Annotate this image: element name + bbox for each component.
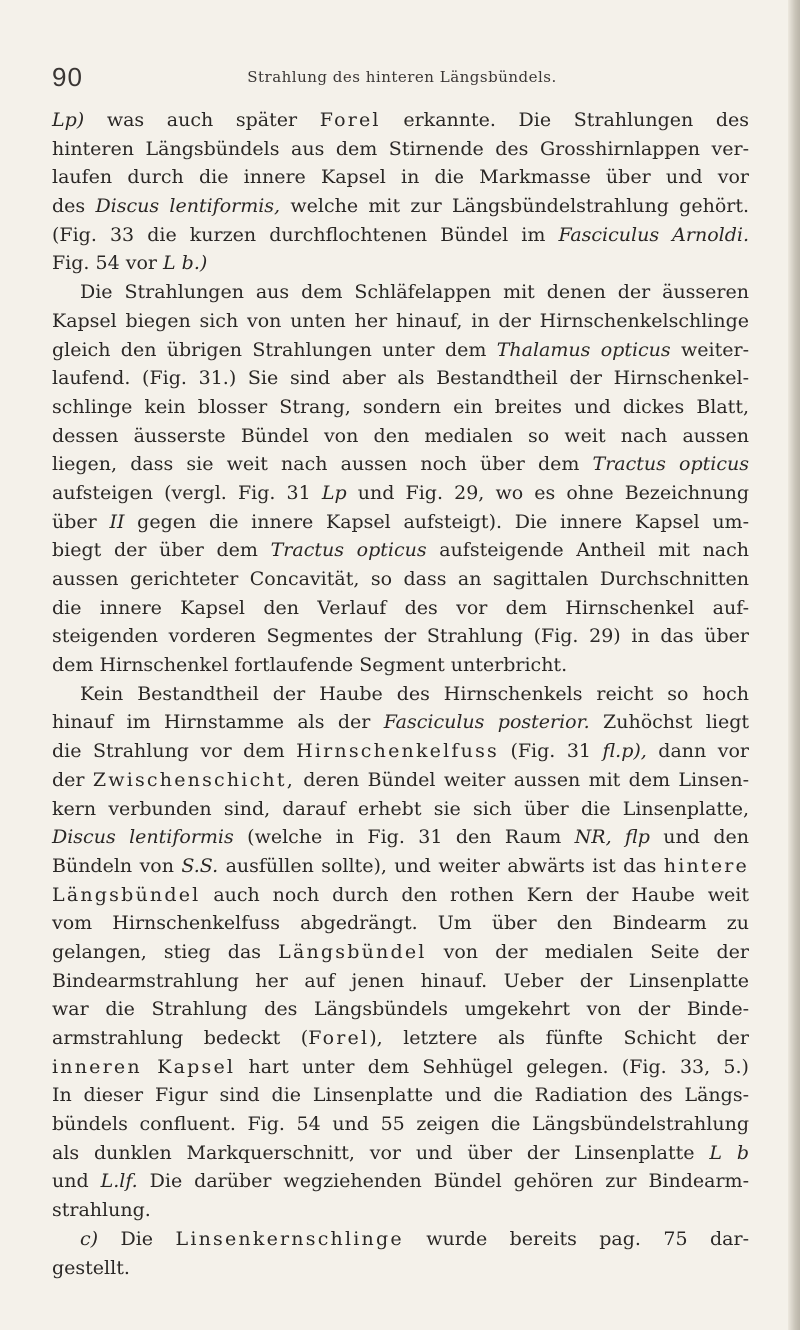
text-run: laufend. (Fig. 31.) Sie sind aber als Bestandtheil der Hirnschenkel- xyxy=(52,367,749,390)
text-run: armstrahlung bedeckt ( xyxy=(52,1027,309,1049)
text-run: steigenden vorderen Segmentes der Strahlung (Fig. 29) in das über xyxy=(52,625,749,648)
italic-text: NR, flp xyxy=(574,826,650,849)
text-line xyxy=(52,221,749,250)
text-line xyxy=(52,393,749,422)
text-run: hinauf im Hirnstamme als der xyxy=(52,711,384,734)
text-line xyxy=(52,1024,749,1053)
text-line xyxy=(52,508,749,537)
text-line xyxy=(52,881,749,910)
italic-text: L b xyxy=(709,1141,749,1164)
text-line xyxy=(52,766,749,795)
italic-text: Lp xyxy=(321,481,347,504)
spaced-text: inneren Kapsel xyxy=(52,1055,236,1078)
text-line xyxy=(52,1196,749,1225)
text-run: von der medialen Seite der xyxy=(426,940,749,963)
text-run: was auch später xyxy=(84,109,320,131)
text-run: deren Bündel weiter aussen mit dem Linsen- xyxy=(294,768,749,791)
text-run: die innere Kapsel den Verlauf des vor dem Hirnschenkel auf- xyxy=(52,596,749,619)
text-line xyxy=(52,967,749,996)
text-line xyxy=(52,450,749,479)
text-line xyxy=(52,651,749,680)
italic-text: c) xyxy=(80,1227,99,1250)
italic-text: L b.) xyxy=(163,252,208,275)
text-run: laufen durch die innere Kapsel in die Markmasse über und vor xyxy=(52,166,749,189)
text-line xyxy=(52,422,749,451)
text-run: gestellt. xyxy=(52,1256,130,1279)
text-run: kern verbunden sind, darauf erhebt sie sich über die Linsenplatte, xyxy=(52,797,749,820)
text-line xyxy=(52,708,749,737)
text-line xyxy=(52,249,749,278)
text-line xyxy=(52,479,749,508)
page-number: 90 xyxy=(52,62,83,92)
text-run: und den xyxy=(649,826,749,849)
text-line xyxy=(52,795,749,824)
text-line xyxy=(52,594,749,623)
text-run: gelangen, stieg das xyxy=(52,940,279,963)
text-run: auch noch durch den rothen Kern der Haube weit xyxy=(200,883,749,906)
text-run: Kapsel biegen sich von unten her hinauf, in der Hirnschenkelschlinge xyxy=(52,309,749,332)
spaced-text: Linsenkernschlinge xyxy=(175,1227,404,1250)
text-line xyxy=(52,938,749,967)
text-run: war die Strahlung des Längsbündels umgekehrt von der Binde- xyxy=(52,998,749,1021)
text-run: biegt der über dem xyxy=(52,539,271,562)
text-run: aufsteigende Antheil mit nach xyxy=(426,539,750,562)
text-line xyxy=(52,565,749,594)
running-head: Strahlung des hinteren Längsbündels. xyxy=(247,68,557,86)
text-line xyxy=(52,1167,749,1196)
text-run: In dieser Figur sind die Linsenplatte und die Radiation des Längs- xyxy=(52,1084,749,1107)
text-line xyxy=(52,852,749,881)
italic-text: S.S. xyxy=(181,854,219,877)
text-line xyxy=(52,1139,749,1168)
text-run: aufsteigen (vergl. Fig. 31 xyxy=(52,481,322,504)
text-run: ausfüllen sollte), und weiter abwärts ist das xyxy=(218,854,664,877)
text-run: des xyxy=(52,195,96,218)
spaced-text: Forel xyxy=(319,109,381,131)
italic-text: Tractus opticus xyxy=(592,453,749,476)
text-line xyxy=(52,737,749,766)
text-run: der xyxy=(52,768,93,791)
text-run: schlinge kein blosser Strang, sondern ein breites und dickes Blatt, xyxy=(52,395,749,418)
text-run: ), letztere als fünfte Schicht der xyxy=(369,1027,749,1049)
spaced-text: hintere xyxy=(663,854,749,877)
text-line xyxy=(52,1254,749,1283)
text-line xyxy=(52,106,749,135)
text-line xyxy=(52,622,749,651)
text-run: Die xyxy=(98,1227,176,1250)
text-line xyxy=(52,1053,749,1082)
text-line xyxy=(52,1110,749,1139)
text-run: weiter- xyxy=(670,338,749,361)
text-line xyxy=(52,909,749,938)
spaced-text: Längsbündel xyxy=(278,940,427,963)
text-run: und xyxy=(52,1170,101,1193)
text-run: wurde bereits pag. 75 dar- xyxy=(403,1227,749,1250)
text-line xyxy=(52,163,749,192)
italic-text: fl.p), xyxy=(602,740,647,763)
text-run: und Fig. 29, wo es ohne Bezeichnung xyxy=(346,481,750,504)
text-line xyxy=(52,536,749,565)
text-run: bündels confluent. Fig. 54 und 55 zeigen die Längsbündelstrahlung xyxy=(52,1113,749,1136)
text-line xyxy=(52,192,749,221)
italic-text: Discus lentiformis xyxy=(52,826,234,849)
text-run: gleich den übrigen Strahlungen unter dem xyxy=(52,338,497,361)
text-run: Bündeln von xyxy=(52,854,182,877)
italic-text: Fasciculus posterior. xyxy=(383,711,590,734)
spaced-text: Forel xyxy=(308,1027,370,1049)
spaced-text: Hirnschenkelfuss xyxy=(296,740,499,763)
italic-text: Lp) xyxy=(52,109,85,131)
text-run: gegen die innere Kapsel aufsteigt). Die innere Kapsel um- xyxy=(124,510,749,533)
text-line xyxy=(52,1225,749,1254)
text-run: Fig. 54 vor xyxy=(52,252,164,275)
text-run: liegen, dass sie weit nach aussen noch über dem xyxy=(52,453,593,476)
text-run: (Fig. 33 die kurzen durchflochtenen Bündel im xyxy=(52,223,559,246)
italic-text: L.lf. xyxy=(100,1170,138,1193)
italic-text: Tractus opticus xyxy=(270,539,427,562)
text-run: vom Hirnschenkelfuss abgedrängt. Um über den Bindearm zu xyxy=(52,912,749,935)
text-line xyxy=(52,307,749,336)
italic-text: Thalamus opticus xyxy=(496,338,671,361)
text-run: dann vor xyxy=(646,740,749,763)
text-line xyxy=(52,1081,749,1110)
text-run: Bindearmstrahlung her auf jenen hinauf. Ueber der Linsenplatte xyxy=(52,969,749,992)
body-text xyxy=(52,106,749,1282)
text-line xyxy=(52,278,749,307)
text-run: erkannte. Die Strahlungen des xyxy=(380,109,749,131)
text-run: (welche in Fig. 31 den Raum xyxy=(233,826,575,849)
text-run: hinteren Längsbündels aus dem Stirnende des Grosshirnlappen ver- xyxy=(52,137,749,160)
text-line xyxy=(52,336,749,365)
page-edge-shadow xyxy=(788,0,800,1330)
text-run: strahlung. xyxy=(52,1199,151,1222)
text-run: Die darüber wegziehenden Bündel gehören zur Bindearm- xyxy=(137,1170,749,1193)
text-run: (Fig. 31 xyxy=(498,740,603,763)
italic-text: Fasciculus Arnoldi. xyxy=(558,223,749,246)
italic-text: Discus lentiformis, xyxy=(95,195,281,218)
text-run: welche mit zur Längsbündelstrahlung gehört. xyxy=(280,195,750,218)
text-line xyxy=(52,135,749,164)
text-run: dessen äusserste Bündel von den medialen so weit nach aussen xyxy=(52,424,749,447)
text-line xyxy=(52,680,749,709)
text-line xyxy=(52,364,749,393)
text-line xyxy=(52,823,749,852)
text-run: Zuhöchst liegt xyxy=(589,711,749,734)
text-run: Kein Bestandtheil der Haube des Hirnschenkels reicht so hoch xyxy=(80,682,749,705)
text-line xyxy=(52,995,749,1024)
text-run: die Strahlung vor dem xyxy=(52,740,297,763)
text-run: als dunklen Markquerschnitt, vor und über der Linsenplatte xyxy=(52,1141,710,1164)
spaced-text: Längsbündel xyxy=(52,883,201,906)
text-run: über xyxy=(52,510,110,533)
text-run: dem Hirnschenkel fortlaufende Segment unterbricht. xyxy=(52,654,568,677)
text-run: aussen gerichteter Concavität, so dass an sagittalen Durchschnitten xyxy=(52,568,749,590)
text-run: hart unter dem Sehhügel gelegen. (Fig. 33, 5.) xyxy=(235,1055,749,1078)
italic-text: II xyxy=(109,510,125,533)
text-run: Die Strahlungen aus dem Schläfelappen mit denen der äusseren xyxy=(80,281,749,304)
page-header xyxy=(52,62,752,92)
spaced-text: Zwischenschicht, xyxy=(92,768,295,791)
